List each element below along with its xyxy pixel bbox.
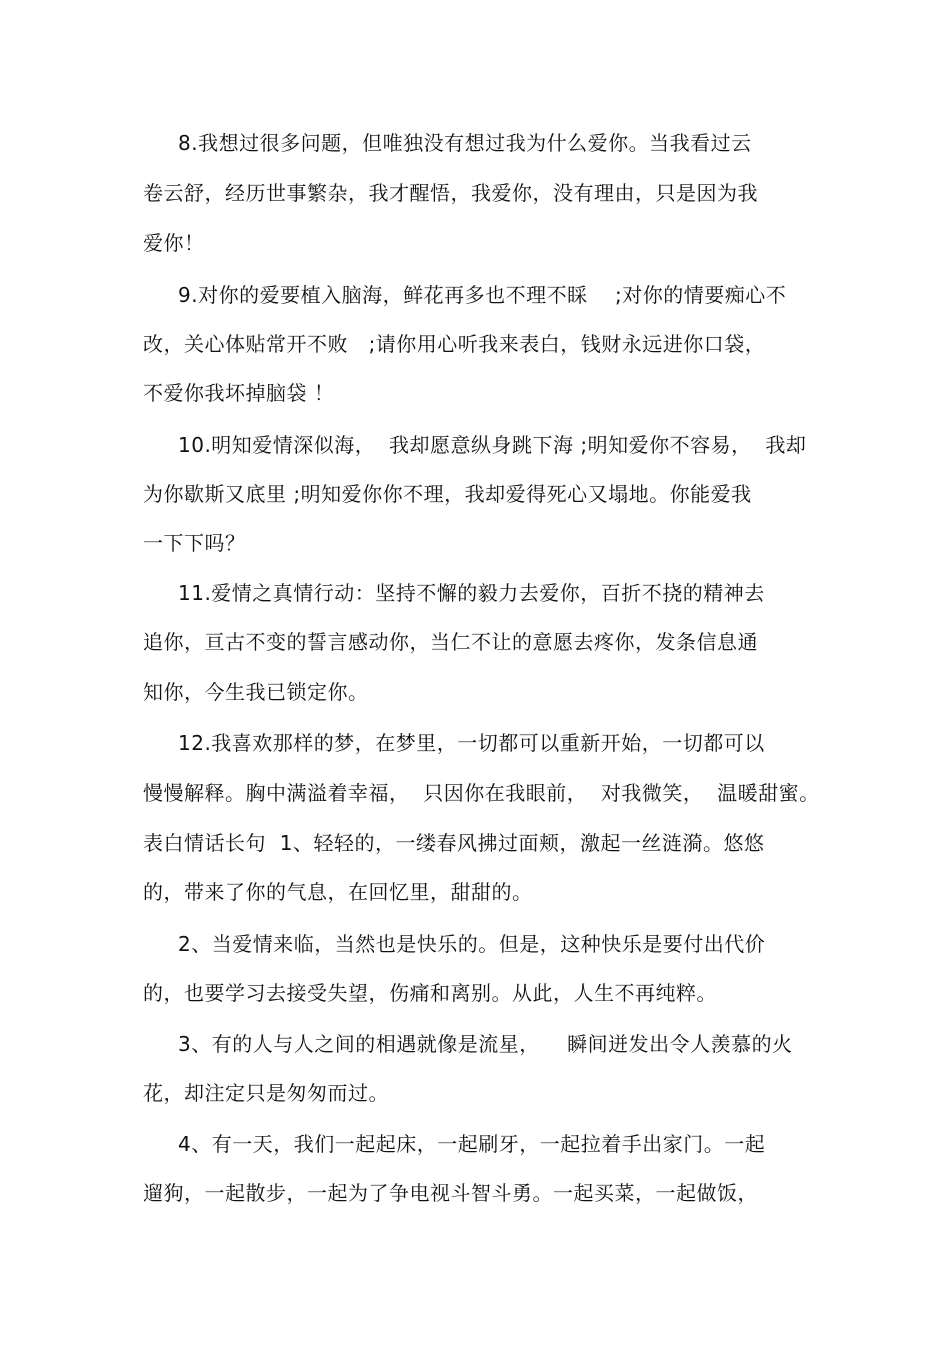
text-line: 爱你！ — [143, 231, 205, 255]
text-line: 遛狗，一起散步，一起为了争电视斗智斗勇。一起买菜，一起做饭， — [143, 1181, 758, 1205]
text-line: 花，却注定只是匆匆而过。 — [143, 1081, 389, 1105]
text-line: 10.明知爱情深似海， 我却愿意纵身跳下海 ;明知爱你不容易， 我却 — [178, 433, 807, 457]
text-line: 改，关心体贴常开不败 ;请你用心听我来表白，钱财永远进你口袋， — [143, 332, 766, 356]
text-line: 一下下吗？ — [143, 531, 246, 555]
text-line: 的，也要学习去接受失望，伤痛和离别。从此，人生不再纯粹。 — [143, 981, 717, 1005]
text-line: 3、有的人与人之间的相遇就像是流星， 瞬间迸发出令人羡慕的火 — [178, 1032, 793, 1056]
text-line: 的，带来了你的气息，在回忆里，甜甜的。 — [143, 880, 533, 904]
text-line: 卷云舒，经历世事繁杂，我才醒悟，我爱你，没有理由，只是因为我 — [143, 181, 758, 205]
text-line: 知你，今生我已锁定你。 — [143, 680, 369, 704]
text-line: 追你，亘古不变的誓言感动你，当仁不让的意愿去疼你，发条信息通 — [143, 630, 758, 654]
text-line: 2、当爱情来临，当然也是快乐的。但是，这种快乐是要付出代价 — [178, 932, 766, 956]
text-line: 为你歇斯又底里 ;明知爱你你不理，我却爱得死心又塌地。你能爱我 — [143, 482, 752, 506]
text-line: 9.对你的爱要植入脑海，鲜花再多也不理不睬 ;对你的情要痴心不 — [178, 283, 787, 307]
text-line: 4、有一天，我们一起起床，一起刷牙，一起拉着手出家门。一起 — [178, 1132, 766, 1156]
text-line: 不爱你我坏掉脑袋 ！ — [143, 381, 335, 405]
text-line: 8.我想过很多问题，但唯独没有想过我为什么爱你。当我看过云 — [178, 131, 752, 155]
text-line: 表白情话长句 1、轻轻的，一缕春风拂过面颊，激起一丝涟漪。悠悠 — [143, 831, 765, 855]
text-line: 慢慢解释。胸中满溢着幸福， 只因你在我眼前， 对我微笑， 温暖甜蜜。 — [143, 781, 820, 805]
text-line: 11.爱情之真情行动：坚持不懈的毅力去爱你，百折不挠的精神去 — [178, 581, 765, 605]
text-line: 12.我喜欢那样的梦，在梦里，一切都可以重新开始，一切都可以 — [178, 731, 765, 755]
